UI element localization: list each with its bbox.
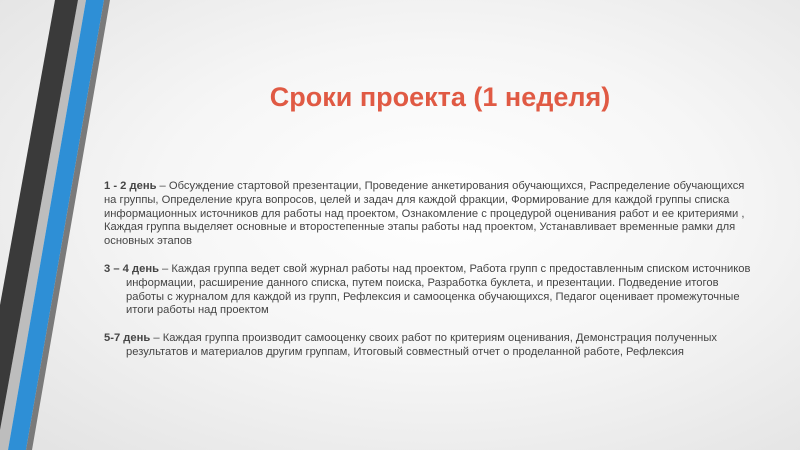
schedule-day-text: – Каждая группа ведет свой журнал работы над проектом, Работа групп с предоставленным списком источников информации, расширение данного списка, путем поиска, Разработка буклета, и презентации. Подведение итогов работы с журналом для каждой из групп, Рефлексия и самооценка обучающихся, Педагог оценивает промежуточные итоги работы над проектом (126, 262, 751, 317)
schedule-day-label: 5-7 день (104, 332, 151, 345)
slide-title: Сроки проекта (1 неделя) (269, 82, 611, 112)
schedule-day-label: 3 – 4 день (104, 262, 159, 275)
schedule-item-day-5-7 (104, 332, 754, 360)
schedule-day-label: 1 - 2 день (104, 180, 157, 192)
schedule-day-text: – Обсуждение стартовой презентации, Проведение анкетирования обучающихся, Распределение обучающихся на группы, Определение круга вопросов, целей и задач для каждой фракции, Формирование для каждой группы списка информационных источников для работы над проектом, Ознакомление с процедурой оценивания работ и ее критериями , Каждая группа выделяет основные и второстепенные этапы работы над проектом, Устанавливает временные рамки для основных этапов (104, 180, 745, 248)
schedule-item-day-3-4 (104, 263, 754, 318)
schedule-item-day-1-2 (104, 180, 754, 249)
slide-body (104, 180, 754, 374)
decorative-stripes (0, 0, 120, 450)
schedule-day-text: – Каждая группа производит самооценку своих работ по критериям оценивания, Демонстрация полученных результатов и материалов другим группам, Итоговый совместный отчет о проделанной работе, Рефлексия (126, 332, 717, 358)
